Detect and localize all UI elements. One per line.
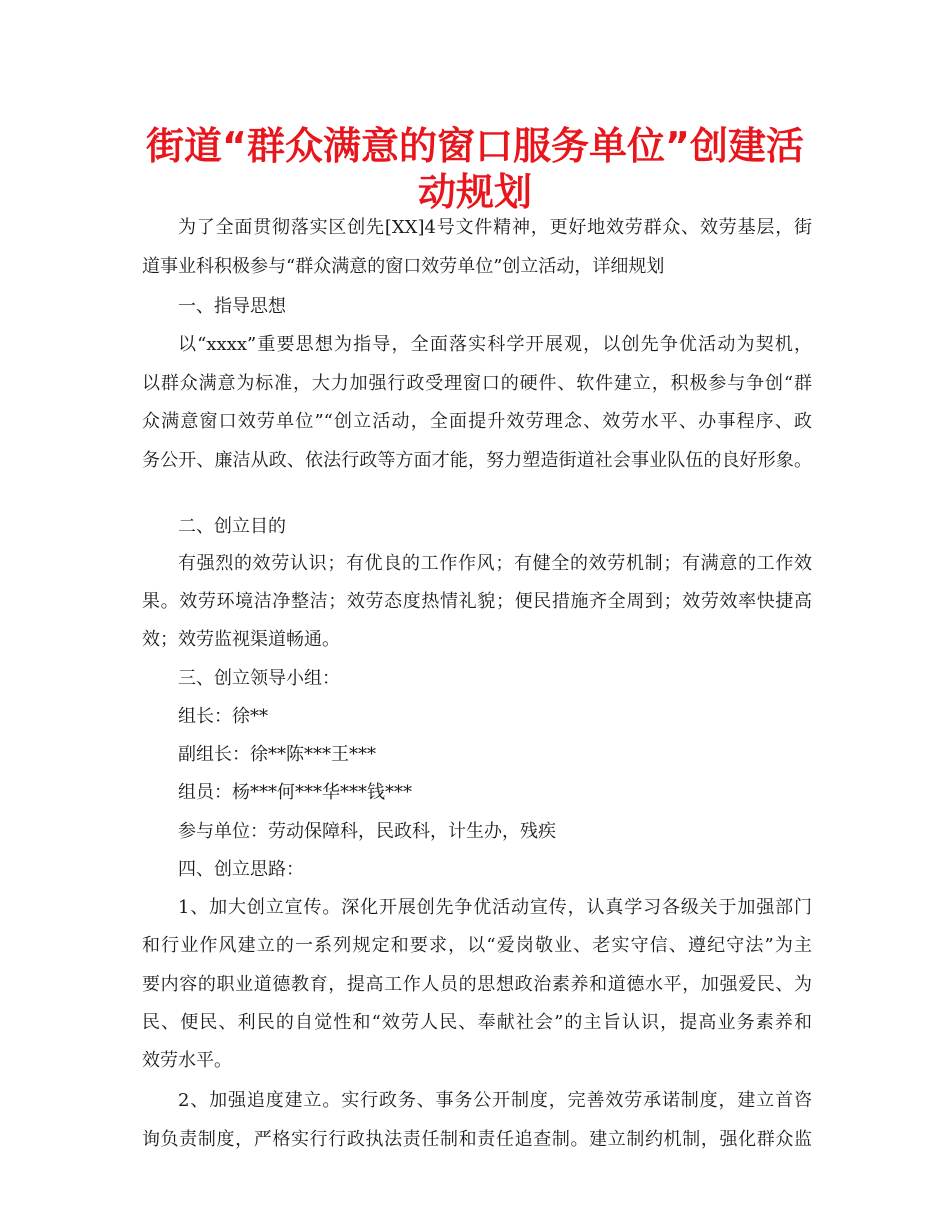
paragraph-approach-1-line-1: 1、加大创立宣传。深化开展创先争优活动宣传，认真学习各级关于加强部门 bbox=[178, 897, 812, 918]
document-title-line-2: 动规划 bbox=[417, 170, 532, 214]
paragraph-approach-1-line-4: 民、便民、利民的自觉性和“效劳人民、奉献社会”的主旨认识，提高业务素养和 bbox=[142, 1012, 812, 1033]
paragraph-goals-line-3: 效；效劳监视渠道畅通。 bbox=[142, 629, 340, 650]
group-deputy-leaders: 副组长：徐**陈***王*** bbox=[178, 744, 376, 765]
group-members: 组员：杨***何***华***钱*** bbox=[178, 782, 412, 803]
paragraph-goals-line-1: 有强烈的效劳认识；有优良的工作作风；有健全的效劳机制；有满意的工作效 bbox=[178, 553, 812, 574]
paragraph-approach-2-line-2: 询负责制度，严格实行行政执法责任制和责任追查制。建立制约机制，强化群众监 bbox=[142, 1129, 812, 1150]
paragraph-intro-line-2: 道事业科积极参与“群众满意的窗口效劳单位”创立活动，详细规划 bbox=[142, 256, 665, 277]
paragraph-approach-2-line-1: 2、加强追度建立。实行政务、事务公开制度，完善效劳承诺制度，建立首咨 bbox=[178, 1090, 812, 1111]
section-heading-approach: 四、创立思路： bbox=[178, 859, 304, 880]
paragraph-ideology-line-3: 众满意窗口效劳单位”“创立活动，全面提升效劳理念、效劳水平、办事程序、政 bbox=[142, 411, 812, 432]
section-heading-leadership-group: 三、创立领导小组： bbox=[178, 668, 340, 689]
paragraph-approach-1-line-5: 效劳水平。 bbox=[142, 1050, 232, 1071]
section-heading-goals: 二、创立目的 bbox=[178, 516, 286, 537]
paragraph-approach-1-line-2: 和行业作风建立的一系列规定和要求，以“爱岗敬业、老实守信、遵纪守法”为主 bbox=[142, 935, 812, 956]
document-title-line-1: 街道“群众满意的窗口服务单位”创建活 bbox=[146, 124, 804, 168]
paragraph-ideology-line-2: 以群众满意为标准，大力加强行政受理窗口的硬件、软件建立，积极参与争创“群 bbox=[142, 373, 812, 394]
paragraph-ideology-line-1: 以“xxxx”重要思想为指导，全面落实科学开展观，以创先争优活动为契机， bbox=[178, 334, 812, 355]
paragraph-approach-1-line-3: 要内容的职业道德教育，提高工作人员的思想政治素养和道德水平，加强爱民、为 bbox=[142, 974, 812, 995]
group-leader: 组长：徐** bbox=[178, 706, 268, 727]
paragraph-intro-line-1: 为了全面贯彻落实区创先[XX]4号文件精神，更好地效劳群众、效劳基层，街 bbox=[178, 217, 812, 238]
paragraph-ideology-line-4: 务公开、廉洁从政、依法行政等方面才能，努力塑造街道社会事业队伍的良好形象。 bbox=[142, 450, 812, 471]
section-heading-guiding-ideology: 一、指导思想 bbox=[178, 296, 286, 317]
paragraph-goals-line-2: 果。效劳环境洁净整洁；效劳态度热情礼貌；便民措施齐全周到；效劳效率快捷高 bbox=[142, 591, 812, 612]
participating-units: 参与单位：劳动保障科，民政科，计生办，残疾 bbox=[178, 821, 556, 842]
